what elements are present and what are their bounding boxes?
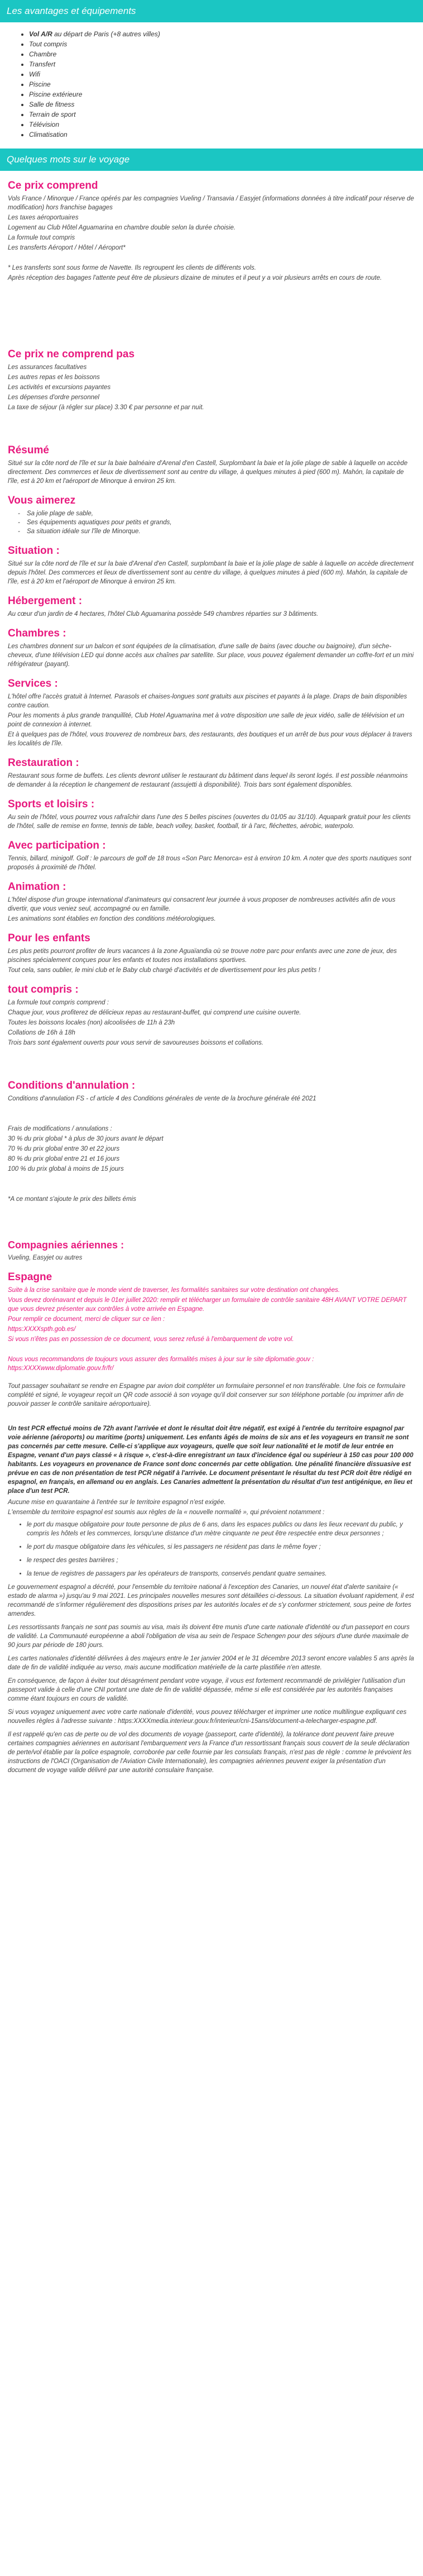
restaurant-heading: Restauration : (8, 757, 79, 769)
text-line (8, 1345, 415, 1354)
text-line: Au sein de l'hôtel, vous pourrez vous rafraîchir dans l'une des 5 belles piscines (ouvertes du 01/05 au 31/10). Aquapark gratuit pour les clients de l'hôtel, salle de remise en forme, tennis de table, beach volley, basket, football, tir à l'arc, fléchettes, aérobic, waterpolo. (8, 814, 411, 830)
love-list (8, 509, 415, 536)
text-line: Aucune mise en quarantaine à l'entrée sur le territoire espagnol n'est exigée. (8, 1499, 226, 1506)
kids-block (8, 947, 415, 975)
text-line (8, 1410, 415, 1419)
text-line: Tout cela, sans oublier, le mini club et le Baby club chargé d'activités et de divertissement pour les plus petits ! (8, 967, 320, 974)
spain-measure-item: • le port du masque obligatoire pour toute personne de plus de 6 ans, dans les espaces publics ou dans les lieux recevant du public, y compris les hôtels et les commerces, lorsqu'une distance d'un mètre cinquante ne peut être respectée entre deux personnes ; (27, 1520, 415, 1538)
text-line: Toutes les boissons locales (non) alcoolisées de 11h à 23h (8, 1019, 175, 1026)
text-line: L'hôtel offre l'accès gratuit à Internet. Parasols et chaises-longues sont gratuits aux piscines et payants à la plage. Draps de bain disponibles contre caution. (8, 693, 407, 709)
spain-heading: Espagne (8, 1271, 52, 1283)
advantage-item-text: Terrain de sport (29, 111, 76, 118)
text-line (8, 253, 415, 262)
text-line: *A ce montant s'ajoute le prix des billets émis (8, 1196, 136, 1203)
included-heading: Ce prix comprend (8, 180, 98, 191)
allin-heading: tout compris : (8, 984, 79, 995)
spain-pink-block (8, 1286, 415, 1373)
text-line: Si vous voyagez uniquement avec votre carte nationale d'identité, vous pouvez télécharger et imprimer une notice multilingue expliquant ces nouvelles règles à l'adresse suivante : https:XXXXmedia.interieur.gouv.fr/interieur/cni-15ans/document-a-telecharger-espagne.pdf. (8, 1709, 407, 1725)
spain-measure-item: • la tenue de registres de passagers par les opérateurs de transports, conservés pendant quatre semaines. (27, 1569, 415, 1578)
text-line: Si vous n'êtes pas en possession de ce document, vous serez refusé à l'embarquement de votre vol. (8, 1336, 294, 1343)
text-line: Les animations sont établies en fonction des conditions météorologiques. (8, 916, 216, 922)
spain-after-block (8, 1498, 415, 1517)
text-line: Les chambres donnent sur un balcon et sont équipées de la climatisation, d'une salle de bains (avec douche ou baignoire), d'un sèche-cheveux, d'une télévision LED qui donne accès aux chaînes par satellite. Sur place, vous pouvez également demander un coffre-fort et un mini réfrigérateur (payant). (8, 643, 414, 668)
text-line: Les activités et excursions payantes (8, 384, 111, 391)
text-line: Situé sur la côte nord de l'île et sur la baie balnéaire d'Arenal d'en Castell, Surplombant la baie et la jolie plage de sable à laquelle on accède directement. Des commerces et lieux de divertissement sont au centre du village, à quelques minutes à pied (600 m). Mahón, la capitale de l'île, est à 20 km et l'aéroport de Minorque à environ 25 km. (8, 460, 408, 485)
excluded-heading: Ce prix ne comprend pas (8, 348, 135, 360)
text-line: Les transferts Aéroport / Hôtel / Aéroport* (8, 245, 126, 251)
services-block (8, 692, 415, 748)
love-item: - Sa situation idéale sur l'île de Minorque. (27, 527, 415, 536)
advantage-item-text: Wifi (29, 70, 40, 78)
included-block (8, 194, 415, 283)
lodging-block (8, 610, 415, 619)
trip-section (0, 180, 423, 1796)
text-line: Les dépenses d'ordre personnel (8, 394, 99, 401)
text-line: Vols France / Minorque / France opérés par les compagnies Vueling / Transavia / Easyjet (informations données à titre indicatif pour réserve de modification) hors franchise bagages (8, 195, 414, 211)
advantage-item-text: Télévision (29, 121, 60, 128)
text-line: Trois bars sont également ouverts pour vous servir de savoureuses boissons et collations. (8, 1040, 264, 1046)
advantage-item-bold: Vol A/R (29, 30, 52, 38)
lodging-heading: Hébergement : (8, 595, 83, 607)
text-line: La formule tout compris comprend : (8, 999, 109, 1006)
advantage-item-text: Piscine (29, 80, 51, 88)
advantage-item (29, 79, 415, 89)
spain-measure-item: • le respect des gestes barrières ; (27, 1556, 415, 1565)
text-line: Les plus petits pourront profiter de leurs vacances à la zone Aguaïandia où se trouve notre parc pour enfants avec une zone de jeux, des piscines spécialement conçues pour les enfants et toutes nos installations sportives. (8, 948, 397, 964)
advantage-item (29, 59, 415, 69)
love-item: - Sa jolie plage de sable, (27, 509, 415, 518)
sports-heading: Sports et loisirs : (8, 798, 95, 810)
text-line: 30 % du prix global * à plus de 30 jours avant le départ (8, 1136, 164, 1142)
text-line: Les cartes nationales d'identité délivrées à des majeurs entre le 1er janvier 2004 et le 31 décembre 2013 seront encore valables 5 ans après la date de fin de validité indiquée au verso, mais aucune modification matérielle de la carte plastifiée n'en atteste. (8, 1655, 414, 1671)
participation-block (8, 854, 415, 872)
airlines-block (8, 1253, 415, 1262)
spain-measure-item: • le port du masque obligatoire dans les véhicules, si les passagers ne résident pas dans le même foyer ; (27, 1543, 415, 1552)
restaurant-block (8, 772, 415, 789)
text-line: Et à quelques pas de l'hôtel, vous trouverez de nombreux bars, des restaurants, des boutiques et un arrêt de bus pour vous déplacer à travers les localités de l'île. (8, 731, 412, 747)
text-line: Pour les moments à plus grande tranquillité, Club Hotel Aguamarina met à votre disposition une salle de jeux vidéo, salle de télévision et un point de connexion à internet. (8, 712, 405, 728)
text-line: Les ressortissants français ne sont pas soumis au visa, mais ils doivent être munis d'une carte nationale d'identité ou d'un passeport en cours de validité. La Communauté européenne a aboli l'obligation de visa au sein de l'espace Schengen pour des séjours d'une durée maximale de 90 jours par période de 180 jours. (8, 1624, 410, 1649)
sports-block (8, 813, 415, 831)
advantages-section (0, 29, 423, 140)
services-heading: Services : (8, 678, 58, 690)
excluded-block (8, 363, 415, 412)
advantage-item-text: Transfert (29, 60, 56, 68)
advantage-item-text: Salle de fitness (29, 100, 75, 108)
spain-pcr-paragraph: Un test PCR effectué moins de 72h avant l'arrivée et dont le résultat doit être négatif, est exigé à l'entrée du territoire espagnol par voie aérienne (aéroports) ou maritime (ports) uniquement. Les enfants âgés de moins de six ans et les voyageurs en transit ne sont pas concernés par cette mesure. Celle-ci s'applique aux voyageurs, quelle que soit leur nationalité et le motif de leur entrée en Espagne, venant d'un pays classé « à risque », c'est-à-dire enregistrant un taux d'incidence égal ou supérieur à 150 cas pour 100 000 habitants. Les voyageurs en provenance de France sont donc concernés par cette obligation. Une pénalité financière dissuasive est prévue en cas de non présentation de test PCR négatif à l'arrivée. Le document présentant le résultat du test PCR doit être rédigé en espagnol, en français, en allemand ou en anglais. Les Canaries admettent la présentation du résultat d'un test antigénique, en lieu et place d'un test PCR. (8, 1425, 414, 1495)
text-line: * Les transferts sont sous forme de Navette. Ils regroupent les clients de différents vols. (8, 265, 256, 271)
text-line: L'hôtel dispose d'un groupe international d'animateurs qui consacrent leur journée à vous proposer de nombreuses activités afin de vous divertir, que vous veniez seul, accompagné ou en famille. (8, 897, 396, 912)
advantage-item-text: au départ de Paris (+8 autres villes) (52, 30, 160, 38)
animation-heading: Animation : (8, 881, 66, 893)
text-line: Conditions d'annulation FS - cf article 4 des Conditions générales de vente de la brochure générale été 2021 (8, 1095, 316, 1102)
advantage-item (29, 39, 415, 49)
advantage-item (29, 130, 415, 140)
text-line (8, 1185, 415, 1194)
advantage-item (29, 89, 415, 99)
spain-measures-list (8, 1520, 415, 1578)
cancel-block (8, 1094, 415, 1204)
text-line: Nous vous recommandons de toujours vous assurer des formalités mises à jour sur le site diplomatie.gouv : https:XXXXwww.diplomatie.gouv.fr/fr/ (8, 1356, 314, 1372)
love-item: - Ses équipements aquatiques pour petits et grands, (27, 518, 415, 527)
cancel-heading: Conditions d'annulation : (8, 1080, 136, 1091)
spain-tail-block (8, 1583, 415, 1775)
trip-header: Quelques mots sur le voyage (0, 149, 423, 171)
text-line: Chaque jour, vous profiterez de délicieux repas au restaurant-buffet, qui comprend une cuisine ouverte. (8, 1009, 301, 1016)
text-line: 80 % du prix global entre 21 et 16 jours (8, 1156, 120, 1162)
text-line: Les autres repas et les boissons (8, 374, 100, 381)
advantage-item (29, 109, 415, 119)
text-line: Collations de 16h à 18h (8, 1030, 75, 1036)
text-line: Tout passager souhaitant se rendre en Espagne par avion doit compléter un formulaire personnel et non transférable. Une fois ce formulaire complété et signé, le voyageur reçoit un QR code associé à son voyage qu'il doit conserver sur son téléphone portable (ou imprimer afin de pouvoir passer le contrôle sanitaire aéroportuaire). (8, 1383, 406, 1407)
advantage-item (29, 49, 415, 59)
rooms-heading: Chambres : (8, 628, 66, 639)
airlines-heading: Compagnies aériennes : (8, 1239, 124, 1251)
text-line (8, 1104, 415, 1113)
advantage-item (29, 69, 415, 79)
advantage-item-text: Climatisation (29, 131, 68, 138)
text-line: La taxe de séjour (à régler sur place) 3.30 € par personne et par nuit. (8, 404, 204, 411)
text-line: Frais de modifications / annulations : (8, 1126, 112, 1132)
spain-block (8, 1382, 415, 1419)
allin-block (8, 998, 415, 1047)
text-line: 70 % du prix global entre 30 et 22 jours (8, 1146, 120, 1152)
advantage-item (29, 29, 415, 39)
animation-block (8, 896, 415, 923)
rooms-block (8, 642, 415, 669)
text-line: Pour remplir ce document, merci de cliquer sur ce lien : (8, 1316, 165, 1323)
participation-heading: Avec participation : (8, 840, 106, 851)
love-heading: Vous aimerez (8, 495, 76, 506)
advantages-list (8, 29, 415, 140)
resume-block (8, 459, 415, 486)
advantages-header: Les avantages et équipements (0, 0, 423, 22)
text-line: https:XXXXspth.gob.es/ (8, 1326, 76, 1333)
text-line (8, 1175, 415, 1184)
advantage-item (29, 99, 415, 109)
text-line: 100 % du prix global à moins de 15 jours (8, 1166, 124, 1172)
text-line: Les assurances facultatives (8, 364, 87, 371)
text-line: Vous devez dorénavant et depuis le 01er juillet 2020: remplir et télécharger un formulaire de contrôle sanitaire 48H AVANT VOTRE DEPART que vous devrez présenter aux contrôles à votre arrivée en Espagne. (8, 1297, 407, 1313)
text-line: La formule tout compris (8, 234, 75, 241)
situation-heading: Situation : (8, 545, 60, 557)
text-line: Suite à la crise sanitaire que le monde vient de traverser, les formalités sanitaires sur votre destination ont changées. (8, 1287, 340, 1294)
text-line: Situé sur la côte nord de l'île et sur la baie d'Arenal d'en Castell, surplombant la baie et la jolie plage de sable à laquelle on accède directement depuis l'hôtel. Des commerces et lieux de divertissement sont au centre du village, à quelques minutes à pied (600 m). Mahón, la capitale de l'île, est à 20 km et l'aéroport de Minorque à environ 25 km. (8, 561, 414, 585)
text-line: Vueling, Easyjet ou autres (8, 1255, 83, 1261)
situation-block (8, 559, 415, 586)
text-line: Les taxes aéroportuaires (8, 214, 79, 221)
kids-heading: Pour les enfants (8, 932, 90, 944)
text-line: L'ensemble du territoire espagnol est soumis aux règles de la « nouvelle normalité », qui prévoient notamment : (8, 1509, 325, 1516)
text-line: Tennis, billard, minigolf. Golf : le parcours de golf de 18 trous «Son Parc Menorca» est à environ 10 km. A noter que des sports nautiques sont proposés à proximité de l'hôtel. (8, 855, 411, 871)
text-line: Logement au Club Hôtel Aguamarina en chambre double selon la durée choisie. (8, 224, 236, 231)
text-line: Après réception des bagages l'attente peut être de plusieurs dizaine de minutes et il peut y a voir plusieurs arrêts en cours de route. (8, 275, 382, 281)
advantage-item (29, 119, 415, 130)
text-line: En conséquence, de façon à éviter tout désagrément pendant votre voyage, il vous est fortement recommandé de privilégier l'utilisation d'un passeport valide à celle d'une CNI portant une date de fin de validité dépassée, même si elle est considérée par les autorités françaises comme étant toujours en cours de validité. (8, 1678, 406, 1702)
advantage-item-text: Tout compris (29, 40, 68, 48)
advantage-item-text: Piscine extérieure (29, 90, 83, 98)
resume-heading: Résumé (8, 444, 49, 456)
text-line: Restaurant sous forme de buffets. Les clients devront utiliser le restaurant du bâtiment dans lequel ils seront logés. Il est possible néanmoins de demander à la réception le changement de restaurant (assujetti à disponibilité). Trois bars sont également disponibles. (8, 773, 408, 788)
text-line: Le gouvernement espagnol a décrété, pour l'ensemble du territoire national à l'exception des Canaries, un nouvel état d'alerte sanitaire (« estado de alarma ») jusqu'au 9 mai 2021. Les principales nouvelles mesures sont détaillées ci-dessous. La situation évoluant rapidement, il est recommandé de s'informer régulièrement des dispositions prises par les autorités locales et de s'y conformer strictement, sous peine de fortes amendes. (8, 1584, 414, 1617)
text-line: Au cœur d'un jardin de 4 hectares, l'hôtel Club Aguamarina possède 549 chambres réparties sur 3 bâtiments. (8, 611, 319, 617)
text-line (8, 1114, 415, 1123)
text-line: Il est rappelé qu'en cas de perte ou de vol des documents de voyage (passeport, carte d'identité), la tolérance dont peuvent faire preuve certaines compagnies aériennes en autorisant l'embarquement vers la France d'un ressortissant français sous couvert de la seule déclaration de perte/vol établie par la police espagnole, corroborée par celle fournie par les consulats français, n'est pas de règle : comme le prévoient les instructions de l'OACI (Organisation de l'Aviation Civile Internationale), les compagnies aériennes peuvent exiger la présentation d'un document de voyage valide délivré par une autorité consulaire française. (8, 1731, 412, 1774)
advantage-item-text: Chambre (29, 50, 57, 58)
